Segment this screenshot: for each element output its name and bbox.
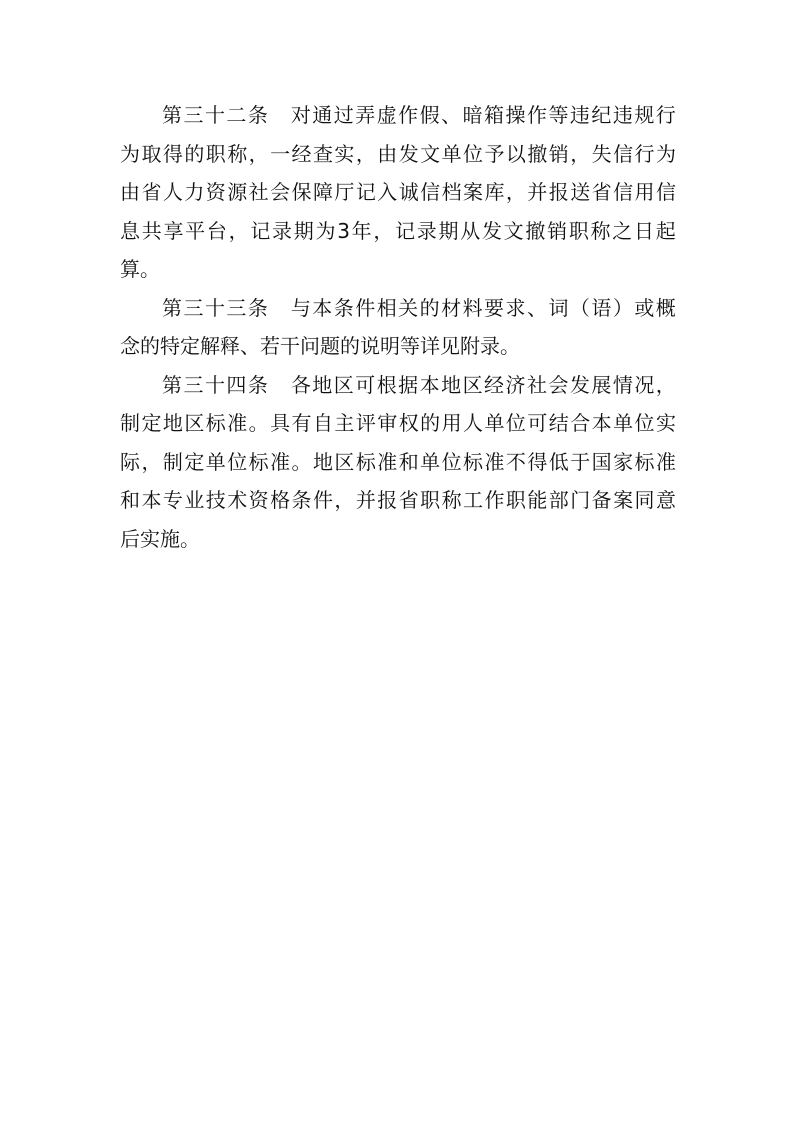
text-line: 际 ， 制 定 单 位 标 准 。 地 区 标 准 和 单 位 标 准 不 得 低 于 国 家 标 准 bbox=[120, 449, 676, 474]
text-line: 后实施。 bbox=[120, 526, 200, 551]
text-line: 第 三 十 三 条 与 本 条 件 相 关 的 材 料 要 求 、 词 （ 语 ） 或 概 bbox=[162, 295, 676, 320]
text-line: 念的特定解释、若干问题的说明等详见附录。 bbox=[120, 334, 520, 358]
article-34 bbox=[120, 366, 676, 559]
text-line: 算。 bbox=[120, 257, 160, 281]
text-line: 由 省 人 力 资 源 社 会 保 障 厅 记 入 诚 信 档 案 库 ， 并 报 送 省 信 用 信 bbox=[120, 180, 676, 204]
text-line: 第 三 十 四 条 各 地 区 可 根 据 本 地 区 经 济 社 会 发 展 情 况 ， bbox=[162, 372, 676, 397]
document-page bbox=[120, 96, 676, 558]
text-line: 为 取 得 的 职 称 ， 一 经 查 实 ， 由 发 文 单 位 予 以 撤 销 ， 失 信 行 为 bbox=[120, 141, 676, 166]
text-line: 制 定 地 区 标 准 。 具 有 自 主 评 审 权 的 用 人 单 位 可 结 合 本 单 位 实 bbox=[120, 411, 676, 435]
article-32 bbox=[120, 96, 676, 289]
text-line: 息 共 享 平 台 ， 记 录 期 为 3 年 ， 记 录 期 从 发 文 撤 销 职 称 之 日 起 bbox=[120, 218, 676, 243]
text-line: 第 三 十 二 条 对 通 过 弄 虚 作 假 、 暗 箱 操 作 等 违 纪 违 规 行 bbox=[162, 103, 676, 127]
article-33 bbox=[120, 289, 676, 366]
text-line: 和 本 专 业 技 术 资 格 条 件 ， 并 报 省 职 称 工 作 职 能 部 门 备 案 同 意 bbox=[120, 488, 676, 512]
